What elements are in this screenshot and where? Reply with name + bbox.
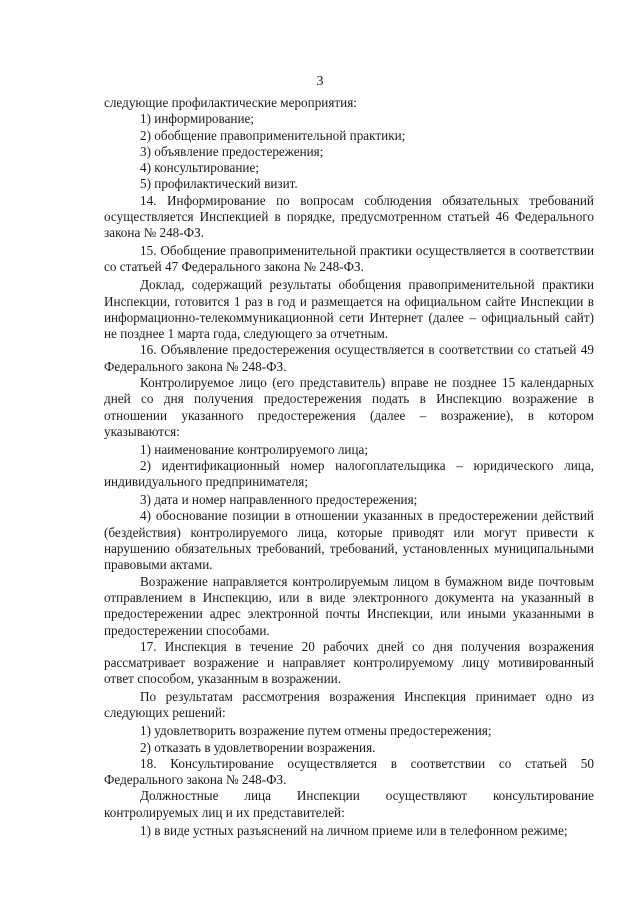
list-item-visit: 5) профилактический визит. <box>140 176 298 192</box>
paragraph-officials: Должностные лица Инспекции осуществляют консультирование контролируемых лиц и их представителей: <box>104 788 594 820</box>
list-item-generalization: 2) обобщение правоприменительной практики; <box>140 127 406 143</box>
decision-item-2: 2) отказать в удовлетворении возражения. <box>140 739 376 755</box>
objection-item-1: 1) наименование контролируемого лица; <box>140 441 369 457</box>
objection-item-2: 2) идентификационный номер налогоплательщика – юридического лица, индивидуального предпринимателя; <box>104 458 594 490</box>
list-item-warning: 3) объявление предостережения; <box>140 143 324 159</box>
decision-item-1: 1) удовлетворить возражение путем отмены предостережения; <box>140 723 492 739</box>
objection-item-4: 4) обоснование позиции в отношении указанных в предостережении действий (бездействия) контролируемого лица, которые приводят или могут привести к нарушению обязательных требований, требований, установленных муниципальными правовыми актами. <box>104 508 594 573</box>
paragraph-18: 18. Консультирование осуществляется в соответствии со статьей 50 Федерального закона № 248-ФЗ. <box>104 755 594 788</box>
paragraph-14: 14. Информирование по вопросам соблюдения обязательных требований осуществляется Инспекцией в порядке, предусмотренном статьей 46 Федерального закона № 248-ФЗ. <box>104 192 594 241</box>
paragraph-15: 15. Обобщение правоприменительной практики осуществляется в соответствии со статьей 47 Федерального закона № 248-ФЗ. <box>104 243 594 275</box>
paragraph-17: 17. Инспекция в течение 20 рабочих дней со дня получения возражения рассматривает возражение и направляет контролируемому лицу мотивированный ответ способом, указанным в возражении. <box>104 638 594 687</box>
paragraph-objection-sending: Возражение направляется контролируемым лицом в бумажном виде почтовым отправлением в Инспекцию, или в виде электронного документа на указанный в предостережении адрес электронной почты Инспекции, или иными указанными в предостережении способами. <box>104 573 594 638</box>
list-item-consulting: 4) консультирование; <box>140 160 260 176</box>
paragraph-objection-right: Контролируемое лицо (его представитель) вправе не позднее 15 календарных дней со дня получения предостережения подать в Инспекцию возражение в отношении указанного предостережения (далее – возражение), в котором указываются: <box>104 375 594 439</box>
paragraph-16: 16. Объявление предостережения осуществляется в соответствии со статьей 49 Федерального закона № 248-ФЗ. <box>104 342 594 374</box>
paragraph-decisions: По результатам рассмотрения возражения Инспекция принимает одно из следующих решений: <box>104 689 594 721</box>
paragraph-report: Доклад, содержащий результаты обобщения правоприменительной практики Инспекции, готовится 1 раз в год и размещается на официальном сайте Инспекции в информационно-телекоммуникационной сети Интернет (далее – официальный сайт) не позднее 1 марта года, следующего за отчетным. <box>104 277 594 342</box>
list-item-informing: 1) информирование; <box>140 111 255 127</box>
consulting-item-1: 1) в виде устных разъяснений на личном приеме или в телефонном режиме; <box>140 822 568 838</box>
objection-item-3: 3) дата и номер направленного предостережения; <box>140 492 418 508</box>
document-body <box>104 95 594 839</box>
paragraph-intro-line: следующие профилактические мероприятия: <box>104 95 357 110</box>
page-number: 3 <box>316 74 324 89</box>
